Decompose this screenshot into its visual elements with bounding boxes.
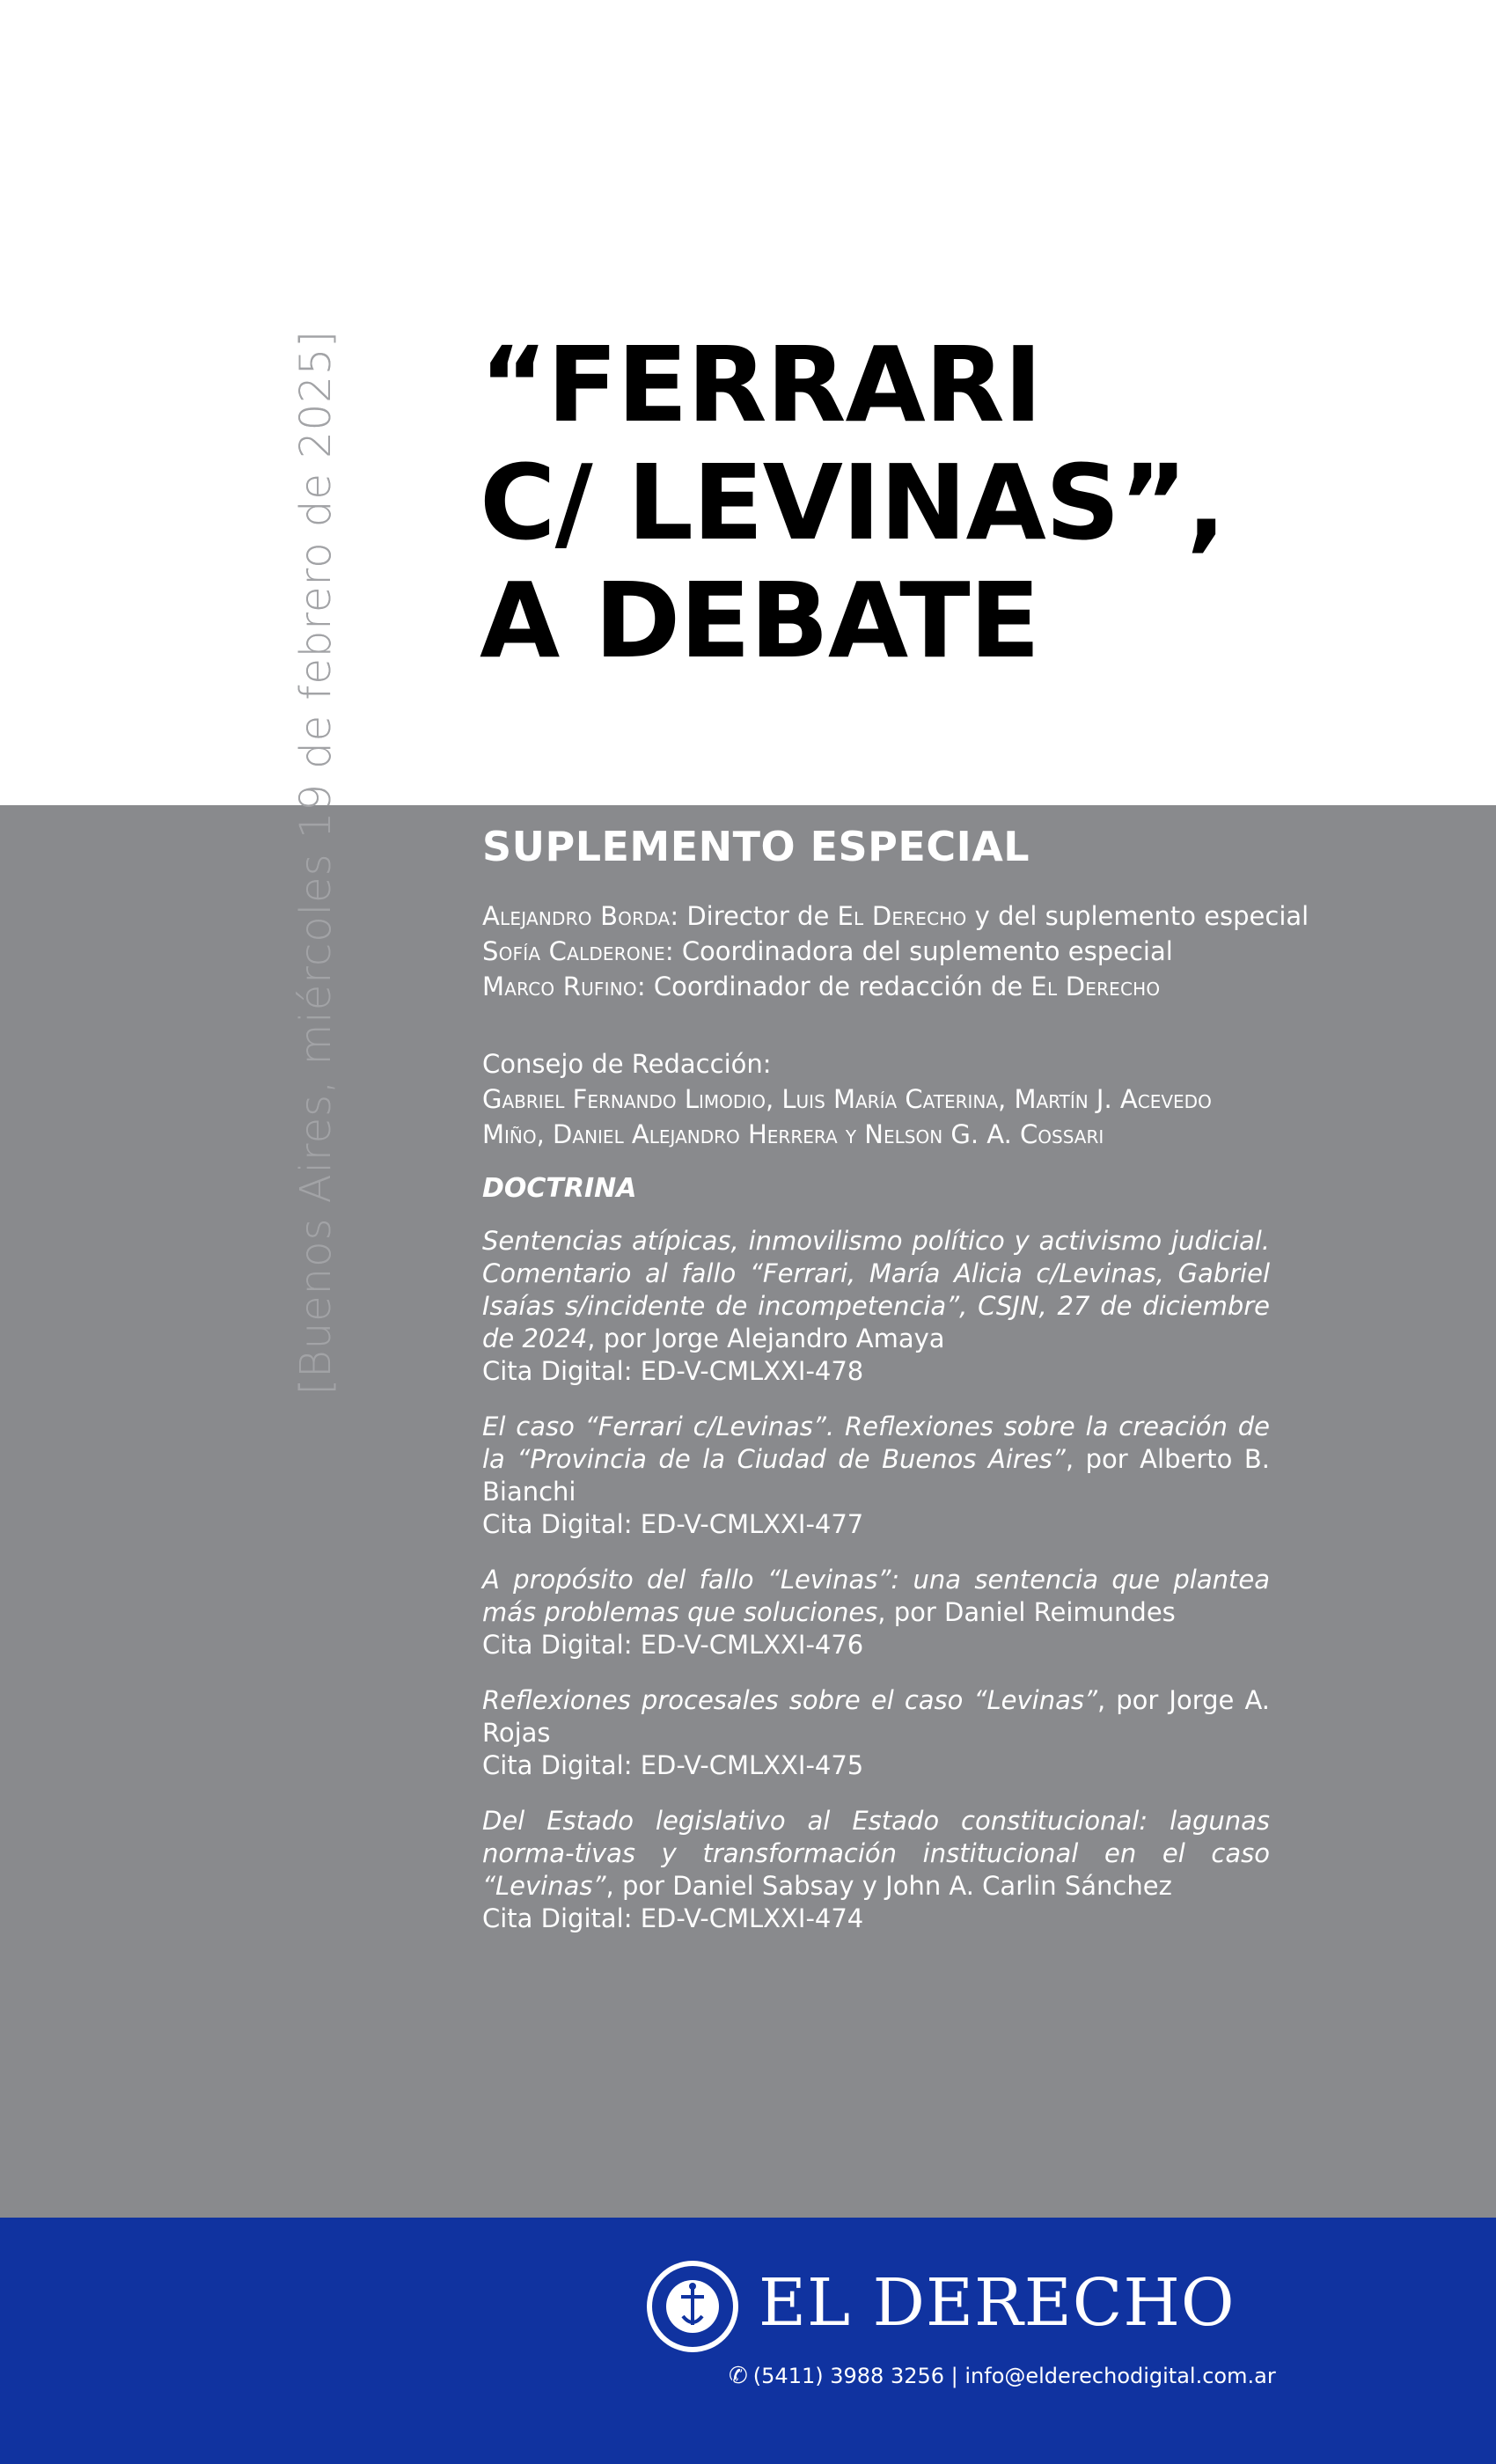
- title-line-3: A DEBATE: [480, 560, 1040, 681]
- staff-org: El Derecho: [837, 901, 967, 931]
- article-author: , por Daniel Reimundes: [877, 1597, 1176, 1627]
- article-author: , por Jorge A. Rojas: [482, 1685, 1270, 1748]
- brand-name: EL DERECHO: [759, 2265, 1236, 2341]
- vertical-date-text: [Buenos Aires, miércoles 19 de febrero de 2025]: [291, 330, 341, 1396]
- supplement-heading: SUPLEMENTO ESPECIAL: [482, 823, 1030, 870]
- article-item: [482, 1225, 1270, 1388]
- article-title: Sentencias atípicas, inmovilismo político y activismo judicial. Comentario al fallo “Ferrari, María Alicia c/Levinas, Gabriel Isaías s/incidente de incompetencia”, CSJN, 27 de diciembre de 2024: [482, 1226, 1270, 1353]
- staff-role: Director de: [686, 901, 838, 931]
- council-members-line-2: Miño, Daniel Alejandro Herrera y Nelson G. A. Cossari: [482, 1119, 1104, 1149]
- staff-separator: :: [664, 936, 682, 966]
- staff-role: Coordinadora del suplemento especial: [681, 936, 1173, 966]
- title-line-2: C/ LEVINAS”,: [480, 442, 1226, 563]
- article-cite: Cita Digital: ED-V-CMLXXI-475: [482, 1750, 864, 1780]
- article-item: [482, 1564, 1270, 1661]
- el-derecho-logo: [644, 2258, 1278, 2367]
- council-members-line-1: Gabriel Fernando Limodio, Luis María Caterina, Martín J. Acevedo: [482, 1084, 1212, 1114]
- staff-line-director: [482, 898, 1309, 934]
- page-title: [480, 326, 1225, 679]
- section-label-doctrina: DOCTRINA: [482, 1173, 637, 1204]
- staff-list: [482, 898, 1309, 1004]
- editorial-council: [482, 1046, 1270, 1152]
- vertical-date-line: [291, 330, 341, 1396]
- staff-line-coordinator: [482, 934, 1270, 969]
- article-cite: Cita Digital: ED-V-CMLXXI-478: [482, 1356, 864, 1386]
- article-title: A propósito del fallo “Levinas”: una sentencia que plantea más problemas que soluciones: [482, 1565, 1270, 1627]
- phone-icon: ✆: [729, 2363, 748, 2389]
- article-item: [482, 1411, 1270, 1541]
- article-title: Reflexiones procesales sobre el caso “Levinas”: [482, 1685, 1097, 1715]
- article-title: El caso “Ferrari c/Levinas”. Reflexiones sobre la creación de la “Provincia de la Ciudad de Buenos Aires”: [482, 1412, 1270, 1474]
- contact-line: [729, 2363, 1276, 2389]
- staff-role-tail: y del suplemento especial: [966, 901, 1309, 931]
- article-title: Del Estado legislativo al Estado constitucional: lagunas norma-tivas y transformación institucional en el caso “Levinas”: [482, 1806, 1270, 1901]
- article-author: , por Jorge Alejandro Amaya: [587, 1324, 945, 1353]
- staff-name: Alejandro Borda: [482, 901, 671, 931]
- contact-email: info@elderechodigital.com.ar: [964, 2364, 1276, 2388]
- staff-name: Sofía Calderone: [482, 936, 665, 966]
- contact-phone: (5411) 3988 3256: [752, 2364, 945, 2388]
- article-cite: Cita Digital: ED-V-CMLXXI-477: [482, 1509, 864, 1539]
- contact-divider: |: [944, 2364, 965, 2388]
- article-item: [482, 1684, 1270, 1782]
- article-item: [482, 1805, 1270, 1935]
- council-label: Consejo de Redacción:: [482, 1049, 772, 1079]
- article-cite: Cita Digital: ED-V-CMLXXI-474: [482, 1903, 864, 1933]
- supplement-content: [482, 814, 1309, 1958]
- university-seal-icon: [644, 2258, 741, 2355]
- staff-name: Marco Rufino: [482, 972, 637, 1001]
- article-author: , por Daniel Sabsay y John A. Carlin Sánchez: [605, 1871, 1172, 1901]
- article-author: , por Alberto B. Bianchi: [482, 1444, 1270, 1507]
- staff-org: El Derecho: [1030, 972, 1161, 1001]
- staff-role: Coordinador de redacción de: [653, 972, 1031, 1001]
- staff-separator: :: [636, 972, 654, 1001]
- title-line-1: “FERRARI: [480, 324, 1042, 445]
- article-cite: Cita Digital: ED-V-CMLXXI-476: [482, 1630, 864, 1660]
- staff-line-editor: [482, 969, 1270, 1004]
- staff-separator: :: [670, 901, 687, 931]
